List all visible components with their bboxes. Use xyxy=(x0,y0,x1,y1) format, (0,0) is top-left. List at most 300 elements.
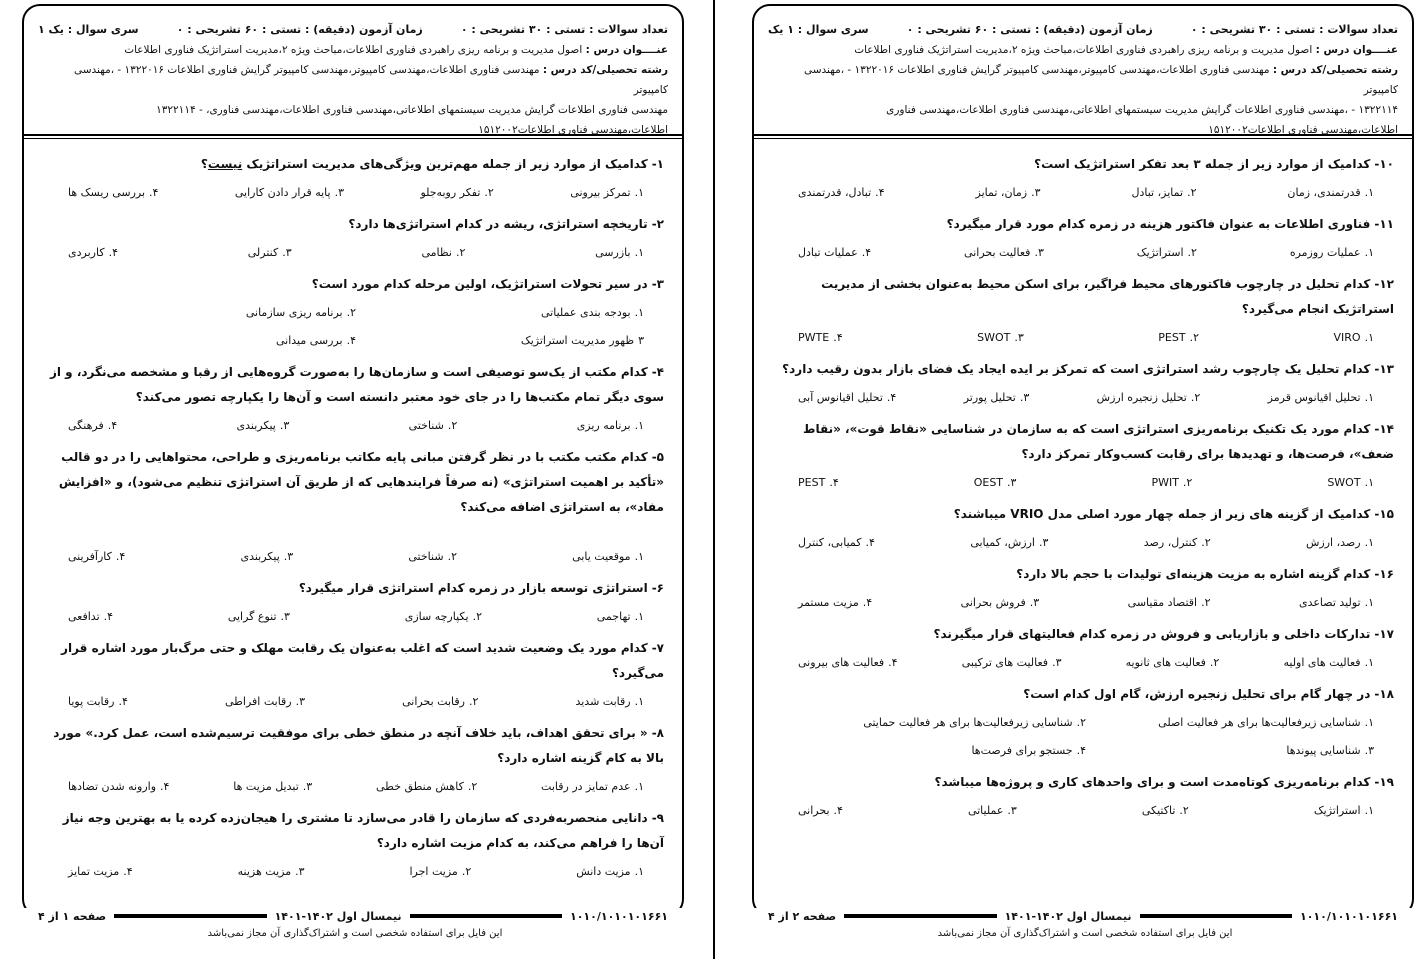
option-label: استراتژیک xyxy=(1136,246,1184,259)
option-number: ۲. xyxy=(447,550,457,563)
option-label: کمیابی، کنترل xyxy=(798,536,862,549)
answer-option xyxy=(420,182,493,204)
option-number: ۲. xyxy=(1076,716,1086,729)
question-item xyxy=(38,360,664,437)
answer-option xyxy=(970,532,1048,554)
option-label: بازرسی xyxy=(595,246,631,259)
option-number: ۴. xyxy=(103,610,114,623)
question-tail: ؟ xyxy=(200,157,208,171)
option-label: عملیاتی xyxy=(967,804,1004,817)
page-frame xyxy=(752,4,1414,923)
option-label: بررسی میدانی xyxy=(275,334,343,347)
question-text xyxy=(768,682,1394,707)
question-body: کدام گزینه اشاره به مزیت هزینه‌ای تولیدات با حجم بالا دارد؟ xyxy=(1016,567,1371,581)
answer-option xyxy=(240,546,293,568)
answer-option xyxy=(595,242,644,264)
option-label: تحلیل اقیانوس قرمز xyxy=(1267,391,1361,404)
question-number: ۹- xyxy=(651,811,664,825)
answer-option xyxy=(1086,712,1374,734)
option-number: ۳. xyxy=(1034,246,1044,259)
option-label: مزیت هزینه xyxy=(237,865,292,878)
option-label: PEST xyxy=(798,476,826,489)
option-label: عملیات تبادل xyxy=(798,246,858,259)
option-label: تمرکز بیرونی xyxy=(570,186,631,199)
option-number: ۳. xyxy=(295,695,306,708)
option-number: ۳. xyxy=(1364,744,1374,757)
question-list xyxy=(24,144,682,887)
answer-option xyxy=(541,776,644,798)
option-label: مزیت اجرا xyxy=(409,865,458,878)
option-label: رقابت بحرانی xyxy=(402,695,465,708)
course-title-label: عنــــوان درس : xyxy=(1315,44,1398,56)
question-item xyxy=(38,576,664,628)
answer-option xyxy=(1314,800,1374,822)
answer-option xyxy=(248,242,292,264)
options-row xyxy=(68,546,644,568)
question-number: ۱۸- xyxy=(1374,687,1394,701)
question-body: کدام مورد یک وضعیت شدید است که اغلب به‌عنوان یک رقابت مهلک و حتی مرگ‌بار مورد اشاره قرار می‌گیرد؟ xyxy=(61,641,664,680)
question-item xyxy=(768,770,1394,822)
question-number: ۱۶- xyxy=(1374,567,1394,581)
option-label: برنامه ریزی xyxy=(576,419,631,432)
option-number: ۴. xyxy=(107,419,118,432)
footer-bar xyxy=(1140,914,1292,918)
answer-option xyxy=(421,242,465,264)
option-number: ۳. xyxy=(1019,391,1030,404)
question-text xyxy=(768,272,1394,322)
option-label: برنامه ریزی سازمانی xyxy=(245,306,343,319)
answer-option xyxy=(570,182,644,204)
option-label: رقابت پویا xyxy=(68,695,115,708)
exam-page-1 xyxy=(10,0,700,959)
option-label: تحلیل زنجیره ارزش xyxy=(1096,391,1187,404)
option-number: ۱. xyxy=(634,610,644,623)
option-label: بودجه بندی عملیاتی xyxy=(541,306,631,319)
option-number: ۲. xyxy=(1201,596,1211,609)
option-number: ۴. xyxy=(833,804,843,817)
answer-option xyxy=(1283,652,1374,674)
question-body: کدام تحلیل یک چارچوب رشد استراتژی است که تمرکز بر ایده ایجاد یک فضای بازار بدون رقیب دارد؟ xyxy=(782,362,1371,376)
option-number: ۳. xyxy=(280,610,290,623)
options-row xyxy=(68,242,644,264)
question-number: ۸- xyxy=(651,726,664,740)
term-label: نیمسال اول ۱۴۰۲-۱۴۰۱ xyxy=(274,909,402,923)
question-text xyxy=(768,502,1394,527)
option-number: ۳. xyxy=(1007,804,1017,817)
exam-header xyxy=(24,6,682,140)
question-item xyxy=(768,622,1394,674)
option-label: موقعیت یابی xyxy=(572,550,631,563)
option-label: شناسایی پیوندها xyxy=(1286,744,1361,757)
answer-option xyxy=(237,415,290,437)
answer-option xyxy=(798,387,896,409)
option-label: فروش بحرانی xyxy=(960,596,1026,609)
options-row xyxy=(798,387,1374,409)
question-item xyxy=(38,721,664,798)
option-label: پیکربندی xyxy=(236,419,276,432)
course-title: اصول مدیریت و برنامه ریزی راهبردی فناوری اطلاعات،مباحث ویژه ۲،مدیریت استراتژیک فناوری اطلاعات xyxy=(124,44,583,56)
option-label: کاربردی xyxy=(68,246,105,259)
option-label: رقابت افراطی xyxy=(224,695,292,708)
option-number: ۱. xyxy=(1364,656,1374,669)
question-number: ۱۵- xyxy=(1374,507,1394,521)
answer-option xyxy=(964,387,1030,409)
answer-option xyxy=(1142,800,1189,822)
page-footer xyxy=(24,908,682,924)
option-number: ۴. xyxy=(108,246,118,259)
answer-option xyxy=(68,776,169,798)
option-label: بررسی ریسک ها xyxy=(68,186,146,199)
question-body: کدام مورد یک تکنیک برنامه‌ریزی استراتژی است که به سازمان در شناسایی «نقاط قوت»، «نقاط ضعف»، فرصت‌ها، و تهدیدها برای رقابت کسب‌وکار تمرکز دارد؟ xyxy=(802,422,1394,461)
question-number: ۲- xyxy=(651,217,664,231)
options-row xyxy=(68,606,644,628)
option-number: ۲. xyxy=(1182,476,1193,489)
answer-option xyxy=(798,652,898,674)
answer-option xyxy=(798,740,1086,762)
answer-option xyxy=(1268,387,1374,409)
option-label: OEST xyxy=(973,476,1004,489)
question-number: ۱۷- xyxy=(1374,627,1394,641)
answer-option xyxy=(1299,592,1374,614)
option-number: ۴. xyxy=(118,695,128,708)
option-number: ۴. xyxy=(865,536,875,549)
page-number: صفحه ۱ از ۴ xyxy=(38,909,107,923)
option-label: فرهنگی xyxy=(68,419,104,432)
options-row xyxy=(798,242,1374,264)
header-separator xyxy=(24,138,682,139)
answer-option xyxy=(1131,182,1196,204)
option-number: ۲. xyxy=(1201,536,1211,549)
option-number: ۳. xyxy=(283,550,294,563)
options-row xyxy=(798,800,1374,822)
option-number: ۱. xyxy=(1364,536,1374,549)
option-label: تمایز، تبادل xyxy=(1131,186,1184,199)
option-number: ۲. xyxy=(461,865,472,878)
option-label: کاهش منطق خطی xyxy=(376,780,464,793)
copyright-note: این فایل برای استفاده شخصی است و اشتراک‌گذاری آن مجاز نمی‌باشد xyxy=(207,928,503,939)
answer-option xyxy=(68,302,356,324)
exam-time: زمان آزمون (دقیقه) : تستی : ۶۰ تشریحی : ۰ xyxy=(176,23,423,36)
option-number: ۴. xyxy=(833,331,843,344)
footer-bar xyxy=(410,914,562,918)
question-item xyxy=(768,562,1394,614)
option-number: ۲. xyxy=(467,780,478,793)
option-number: ۴. xyxy=(861,246,872,259)
option-label: مزیت مستمر xyxy=(798,596,859,609)
answer-option xyxy=(409,415,458,437)
option-label: تنوع گرایی xyxy=(227,610,277,623)
question-text xyxy=(768,417,1394,467)
exam-header xyxy=(754,6,1412,140)
options-row xyxy=(798,592,1374,614)
question-body: کدامیک از موارد زیر از جمله مهم‌ترین ویژگی‌های مدیریت استراتژیک xyxy=(246,157,648,171)
option-number: ۱. xyxy=(1364,476,1374,489)
answer-option xyxy=(1287,182,1374,204)
option-label: تفکر روبه‌جلو xyxy=(420,186,481,199)
option-label: عملیات روزمره xyxy=(1289,246,1361,259)
answer-option xyxy=(235,182,344,204)
question-text xyxy=(38,445,664,520)
answer-option xyxy=(1097,387,1201,409)
answer-option xyxy=(233,776,312,798)
option-label: کنترل، رصد xyxy=(1143,536,1198,549)
option-number: ۴. xyxy=(123,865,133,878)
option-number: ۴. xyxy=(160,780,170,793)
options-row xyxy=(68,415,644,437)
option-number: ۲. xyxy=(472,610,482,623)
answer-option xyxy=(976,182,1041,204)
option-number: ۴. xyxy=(346,334,356,347)
question-body: فناوری اطلاعات به عنوان فاکتور هزینه در زمره کدام مورد قرار میگیرد؟ xyxy=(946,217,1371,231)
option-label: فعالیت های اولیه xyxy=(1283,656,1361,669)
option-number: ۴. xyxy=(115,550,126,563)
option-number: ۱. xyxy=(634,419,644,432)
option-number: ۱. xyxy=(634,865,644,878)
header-separator xyxy=(754,134,1412,136)
option-number: ۱. xyxy=(1364,804,1374,817)
option-number: ۲. xyxy=(1209,656,1220,669)
options-row xyxy=(68,302,644,352)
question-text xyxy=(768,152,1394,177)
question-text xyxy=(768,212,1394,237)
question-body: در سیر تحولات استراتژیک، اولین مرحله کدام مورد است؟ xyxy=(311,277,648,291)
copyright-note: این فایل برای استفاده شخصی است و اشتراک‌گذاری آن مجاز نمی‌باشد xyxy=(937,928,1233,939)
option-label: زمان، تمایز xyxy=(975,186,1028,199)
answer-option xyxy=(1128,592,1211,614)
options-row xyxy=(798,327,1374,349)
option-label: شناسایی زیرفعالیت‌ها برای هر فعالیت حمایتی xyxy=(863,716,1073,729)
option-label: بحرانی xyxy=(798,804,830,817)
question-series: سری سوال : ۱ یک xyxy=(768,23,869,36)
question-number: ۱۰- xyxy=(1374,157,1394,171)
option-number: ۴. xyxy=(149,186,159,199)
answer-option xyxy=(1290,242,1374,264)
question-body: « برای تحقق اهداف، باید خلاف آنچه در منطق خطی برای موفقیت ترسیم‌شده است، عمل کرد.» مورد بالا به کام گزینه اشاره دارد؟ xyxy=(53,726,664,765)
answer-option xyxy=(572,546,644,568)
question-list xyxy=(754,144,1412,826)
answer-option xyxy=(974,472,1017,494)
question-item xyxy=(768,272,1394,349)
option-label: مزیت تمایز xyxy=(68,865,120,878)
question-item xyxy=(38,152,664,204)
question-item xyxy=(768,417,1394,494)
page-number: صفحه ۲ از ۴ xyxy=(768,909,837,923)
answer-option xyxy=(597,606,644,628)
option-number: ۴. xyxy=(829,476,839,489)
answer-option xyxy=(68,330,356,352)
header-separator xyxy=(24,134,682,136)
question-number: ۱۱- xyxy=(1374,217,1394,231)
option-number: ۲. xyxy=(447,419,458,432)
option-number: ۳. xyxy=(282,246,292,259)
major-label: رشته تحصیلی/کد درس : xyxy=(1272,64,1398,76)
option-label: پیکربندی xyxy=(240,550,280,563)
option-number: ۳. xyxy=(1031,186,1041,199)
answer-option xyxy=(962,652,1062,674)
major-line-3: اطلاعات،مهندسی فناوری اطلاعات۱۵۱۲۰۰۲ xyxy=(478,124,668,136)
option-label: تحلیل اقیانوس آبی xyxy=(798,391,883,404)
major-line-2: ۱۳۲۲۱۱۴ - ،مهندسی فناوری اطلاعات گرایش مدیریت سیستمهای اطلاعاتی،مهندسی فناوری اطلاعات،مهندسی فناوری xyxy=(886,104,1398,116)
course-title-label: عنــــوان درس : xyxy=(585,44,668,56)
option-number: ۲. xyxy=(455,246,466,259)
exam-code: ۱۰۱۰/۱۰۱۰۱۰۱۶۶۱ xyxy=(1299,909,1398,923)
answer-option xyxy=(68,861,133,883)
question-number: ۶- xyxy=(651,581,664,595)
question-emphasis: نیست xyxy=(207,157,243,171)
question-item xyxy=(38,806,664,883)
answer-option xyxy=(405,606,482,628)
option-label: تبدیل مزیت ها xyxy=(233,780,299,793)
option-label: رصد، ارزش xyxy=(1305,536,1361,549)
option-label: فعالیت بحرانی xyxy=(964,246,1031,259)
exam-time: زمان آزمون (دقیقه) : تستی : ۶۰ تشریحی : ۰ xyxy=(906,23,1153,36)
option-number: ۲. xyxy=(468,695,479,708)
option-number: ۴. xyxy=(888,656,898,669)
option-label: شناختی xyxy=(408,550,444,563)
option-number: ۱. xyxy=(634,780,644,793)
answer-option xyxy=(68,242,118,264)
answer-option xyxy=(576,861,644,883)
question-number: ۱۲- xyxy=(1374,277,1394,291)
option-label: یکپارچه سازی xyxy=(404,610,469,623)
question-number: ۱۳- xyxy=(1374,362,1394,376)
option-label: تدافعی xyxy=(68,610,100,623)
header-separator xyxy=(754,138,1412,139)
option-label: SWOT xyxy=(1327,476,1361,489)
footer-bar xyxy=(114,914,266,918)
question-count: تعداد سوالات : تستی : ۳۰ تشریحی : ۰ xyxy=(460,23,668,36)
option-label: کنترلی xyxy=(247,246,279,259)
option-number: ۲. xyxy=(1187,246,1197,259)
exam-code: ۱۰۱۰/۱۰۱۰۱۰۱۶۶۱ xyxy=(569,909,668,923)
option-label: شناسایی زیرفعالیت‌ها برای هر فعالیت اصلی xyxy=(1158,716,1361,729)
answer-option xyxy=(356,302,644,324)
option-label: PWIT xyxy=(1151,476,1179,489)
answer-option xyxy=(356,330,644,352)
option-number: ۳. xyxy=(279,419,290,432)
question-body: تدارکات داخلی و بازاریابی و فروش در زمره کدام فعالیتهای قرار میگیرند؟ xyxy=(933,627,1371,641)
major-line-3: اطلاعات،مهندسی فناوری اطلاعات۱۵۱۲۰۰۲ xyxy=(1208,124,1398,136)
option-label: جستجو برای فرصت‌ها xyxy=(971,744,1073,757)
option-number: ۴. xyxy=(886,391,897,404)
option-number: ۲. xyxy=(1189,331,1199,344)
answer-option xyxy=(1327,472,1374,494)
question-text xyxy=(38,806,664,856)
option-number: ۴. xyxy=(875,186,885,199)
question-item xyxy=(768,357,1394,409)
option-label: ظهور مدیریت استراتژیک xyxy=(520,334,635,347)
answer-option xyxy=(798,182,885,204)
option-label: VIRO xyxy=(1333,331,1361,344)
answer-option xyxy=(1126,652,1220,674)
question-text xyxy=(768,622,1394,647)
answer-option xyxy=(68,182,158,204)
option-number: ۲. xyxy=(1190,391,1201,404)
option-label: مزیت دانش xyxy=(576,865,631,878)
answer-option xyxy=(68,691,128,713)
answer-option xyxy=(964,242,1044,264)
page-footer xyxy=(754,908,1412,924)
question-text xyxy=(38,152,664,177)
option-label: قدرتمندی، زمان xyxy=(1287,186,1361,199)
question-number: ۱۴- xyxy=(1374,422,1394,436)
option-number: ۳ xyxy=(638,334,644,347)
answer-option xyxy=(225,691,305,713)
option-number: ۱. xyxy=(634,550,644,563)
option-label: SWOT xyxy=(977,331,1011,344)
answer-option xyxy=(968,800,1017,822)
option-label: وارونه شدن تضادها xyxy=(68,780,157,793)
option-number: ۳. xyxy=(334,186,344,199)
answer-option xyxy=(1086,740,1374,762)
question-series: سری سوال : یک ۱ xyxy=(38,23,139,36)
option-number: ۴. xyxy=(1076,744,1086,757)
question-text xyxy=(38,576,664,601)
question-text xyxy=(38,272,664,297)
option-number: ۳. xyxy=(1029,596,1040,609)
option-number: ۳. xyxy=(302,780,313,793)
major-line-1: مهندسی فناوری اطلاعات،مهندسی کامپیوتر،مهندسی کامپیوتر گرایش فناوری اطلاعات ۱۳۲۲۰۱۶ - ،مهندسی کامپیوتر xyxy=(804,64,1398,96)
option-label: استراتژیک xyxy=(1313,804,1361,817)
option-label: شناختی xyxy=(408,419,444,432)
answer-option xyxy=(410,861,472,883)
question-text xyxy=(768,770,1394,795)
answer-option xyxy=(798,532,875,554)
page-frame xyxy=(22,4,684,923)
option-label: نظامی xyxy=(421,246,452,259)
exam-page-2 xyxy=(740,0,1427,959)
question-body: کدامیک از گزینه های زیر از جمله چهار مورد اصلی مدل VRIO میباشند؟ xyxy=(953,507,1371,521)
options-row xyxy=(68,861,644,883)
answer-option xyxy=(977,327,1024,349)
major-line-2: مهندسی فناوری اطلاعات گرایش مدیریت سیستمهای اطلاعاتی،مهندسی فناوری اطلاعات،مهندسی فناوری، - ۱۳۲۲۱۱۴ xyxy=(156,104,668,116)
question-text xyxy=(768,562,1394,587)
answer-option xyxy=(68,546,125,568)
question-number: ۵- xyxy=(651,450,664,464)
option-label: تحلیل پورتر xyxy=(963,391,1016,404)
option-number: ۳. xyxy=(1038,536,1049,549)
answer-option xyxy=(1137,242,1197,264)
answer-option xyxy=(1334,327,1375,349)
option-label: پایه قرار دادن کارایی xyxy=(234,186,331,199)
option-number: ۱. xyxy=(1364,186,1374,199)
option-label: کارآفرینی xyxy=(68,550,112,563)
page-divider xyxy=(713,0,715,959)
option-number: ۱. xyxy=(634,186,644,199)
question-body: در چهار گام برای تحلیل زنجیره ارزش، گام اول کدام است؟ xyxy=(1023,687,1371,701)
question-number: ۱- xyxy=(651,157,664,171)
option-number: ۳. xyxy=(1014,331,1024,344)
option-number: ۱. xyxy=(634,306,644,319)
major-label: رشته تحصیلی/کد درس : xyxy=(542,64,668,76)
question-item xyxy=(38,636,664,713)
course-title: اصول مدیریت و برنامه ریزی راهبردی فناوری اطلاعات،مباحث ویژه ۲،مدیریت استراتژیک فناوری اطلاعات xyxy=(854,44,1313,56)
answer-option xyxy=(798,800,843,822)
term-label: نیمسال اول ۱۴۰۲-۱۴۰۱ xyxy=(1004,909,1132,923)
option-label: رقابت شدید xyxy=(575,695,631,708)
option-number: ۱. xyxy=(634,246,644,259)
option-number: ۲. xyxy=(1179,804,1189,817)
options-row xyxy=(798,652,1374,674)
answer-option xyxy=(68,415,117,437)
footer-bar xyxy=(844,914,996,918)
answer-option xyxy=(577,415,644,437)
options-row xyxy=(798,532,1374,554)
option-number: ۴. xyxy=(862,596,873,609)
option-label: فعالیت های ثانویه xyxy=(1125,656,1206,669)
question-number: ۷- xyxy=(651,641,664,655)
options-row xyxy=(68,691,644,713)
